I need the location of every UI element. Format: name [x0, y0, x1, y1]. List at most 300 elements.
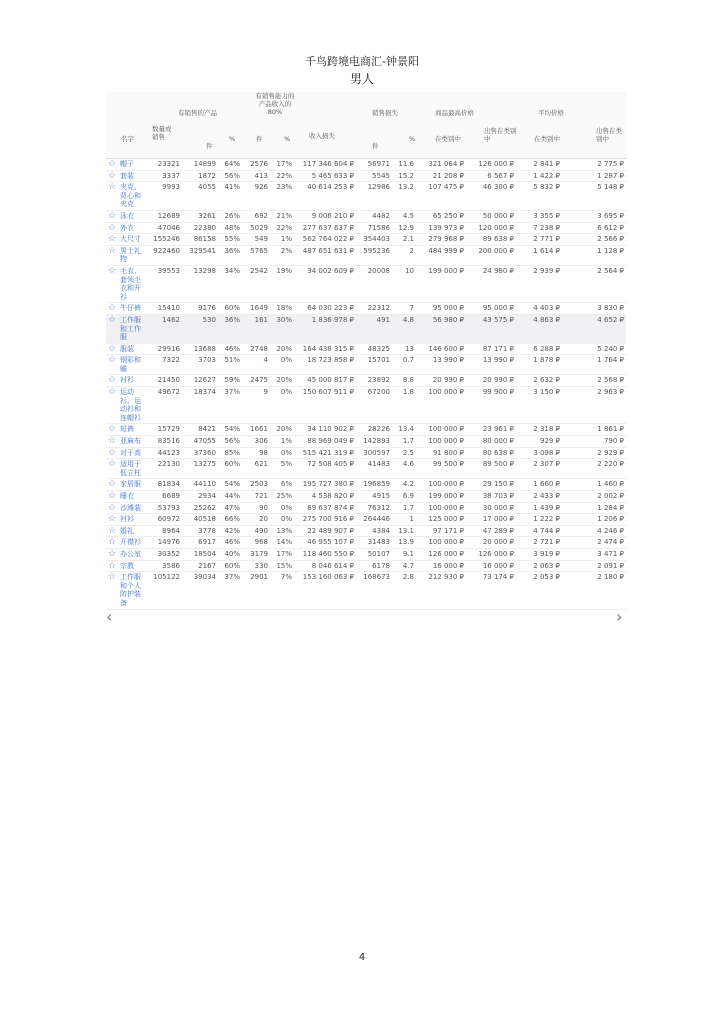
star-icon[interactable]: ☆: [106, 245, 118, 265]
table-row[interactable]: [106, 314, 626, 343]
table-cell: 150 607 911 ₽: [294, 387, 356, 424]
star-icon[interactable]: ☆: [108, 537, 117, 548]
star-icon[interactable]: ☆: [108, 170, 117, 181]
star-icon[interactable]: ☆: [108, 343, 117, 354]
table-cell: 0%: [270, 387, 294, 424]
table-cell: 46%: [218, 343, 242, 355]
table-row[interactable]: [106, 424, 626, 436]
category-name-link[interactable]: 大尺寸: [118, 234, 146, 246]
table-cell: 12.9: [392, 222, 416, 234]
table-cell: 330: [242, 560, 270, 572]
star-icon[interactable]: ☆: [106, 355, 118, 375]
table-cell: 20%: [270, 375, 294, 387]
table-cell: 3 355 ₽: [516, 210, 562, 222]
table-cell: 53793: [146, 502, 182, 514]
star-icon[interactable]: ☆: [108, 548, 117, 559]
table-cell: 7: [392, 303, 416, 315]
table-cell: 2 474 ₽: [562, 537, 626, 549]
table-row[interactable]: [106, 447, 626, 459]
column-header-avg-in-category[interactable]: 在类别中: [534, 135, 560, 143]
table-cell: 2 939 ₽: [516, 265, 562, 302]
table-cell: 80 000 ₽: [466, 436, 516, 448]
table-cell: 4 538 820 ₽: [294, 491, 356, 503]
table-cell: 6689: [146, 491, 182, 503]
category-name-link[interactable]: 男士礼物: [118, 245, 146, 265]
table-cell: 16 000 ₽: [416, 560, 466, 572]
category-name-link[interactable]: 工作服和个人防护装备: [118, 572, 146, 609]
category-name-link[interactable]: 办公室: [118, 548, 146, 560]
table-cell: 1872: [182, 170, 218, 182]
table-cell: 36%: [218, 245, 242, 265]
table-cell: 46 955 107 ₽: [294, 537, 356, 549]
star-icon[interactable]: ☆: [106, 387, 118, 424]
table-cell: 195 727 380 ₽: [294, 479, 356, 491]
column-header-pct1[interactable]: %: [229, 135, 236, 143]
table-row[interactable]: [106, 387, 626, 424]
table-cell: 18504: [182, 548, 218, 560]
table-cell: 14976: [146, 537, 182, 549]
table-cell: 1 206 ₽: [562, 514, 626, 526]
table-cell: 2 091 ₽: [562, 560, 626, 572]
table-cell: 90: [242, 502, 270, 514]
table-cell: 2748: [242, 343, 270, 355]
table-cell: 30%: [270, 314, 294, 343]
star-icon[interactable]: ☆: [108, 436, 117, 447]
table-cell: 530: [182, 314, 218, 343]
table-cell: 95 000 ₽: [416, 303, 466, 315]
table-cell: 8421: [182, 424, 218, 436]
table-cell: 12627: [182, 375, 218, 387]
table-cell: 2 053 ₽: [516, 572, 562, 609]
table-cell: 17%: [270, 548, 294, 560]
column-header-in-category[interactable]: 在类别中: [435, 135, 461, 143]
table-cell: 3 150 ₽: [516, 387, 562, 424]
table-row[interactable]: [106, 355, 626, 375]
table-cell: 2167: [182, 560, 218, 572]
table-cell: 8 046 614 ₽: [294, 560, 356, 572]
table-cell: 18%: [270, 303, 294, 315]
table-cell: 126 000 ₽: [466, 548, 516, 560]
table-cell: 5 832 ₽: [516, 182, 562, 211]
table-cell: 22%: [270, 170, 294, 182]
column-header-pct2[interactable]: %: [284, 135, 291, 143]
table-cell: 2: [392, 245, 416, 265]
table-cell: 595236: [356, 245, 392, 265]
table-cell: 300597: [356, 447, 392, 459]
table-cell: 3778: [182, 525, 218, 537]
category-name-link[interactable]: 开襟衫: [118, 537, 146, 549]
table-row[interactable]: [106, 234, 626, 246]
table-cell: 2 929 ₽: [562, 447, 626, 459]
table-cell: 692: [242, 210, 270, 222]
star-icon[interactable]: ☆: [108, 303, 117, 314]
table-cell: 4.7: [392, 560, 416, 572]
table-cell: 2576: [242, 159, 270, 170]
star-icon[interactable]: ☆: [108, 222, 117, 233]
table-cell: 48%: [218, 222, 242, 234]
category-name-link[interactable]: 家居服: [118, 479, 146, 491]
table-cell: 1 422 ₽: [516, 170, 562, 182]
category-name-link[interactable]: 泳衣: [118, 210, 146, 222]
table-row[interactable]: [106, 560, 626, 572]
star-icon[interactable]: ☆: [108, 560, 117, 571]
table-cell: 34%: [218, 265, 242, 302]
table-cell: 13 990 ₽: [466, 355, 516, 375]
table-cell: 56 980 ₽: [416, 314, 466, 343]
table-cell: 13%: [270, 525, 294, 537]
table-cell: 107 475 ₽: [416, 182, 466, 211]
table-cell: 5%: [270, 459, 294, 479]
table-cell: 22%: [270, 222, 294, 234]
category-name-link[interactable]: 对于高: [118, 447, 146, 459]
star-icon[interactable]: ☆: [108, 234, 117, 245]
category-name-link[interactable]: 短裤: [118, 424, 146, 436]
table-cell: 2 307 ₽: [516, 459, 562, 479]
table-row[interactable]: [106, 170, 626, 182]
table-row[interactable]: [106, 182, 626, 211]
table-cell: 2 963 ₽: [562, 387, 626, 424]
star-icon[interactable]: ☆: [108, 514, 117, 525]
table-cell: 117 346 604 ₽: [294, 159, 356, 170]
table-row[interactable]: [106, 210, 626, 222]
star-icon[interactable]: ☆: [106, 459, 118, 479]
table-cell: 37%: [218, 572, 242, 609]
table-cell: 0%: [270, 514, 294, 526]
table-cell: 34 002 609 ₽: [294, 265, 356, 302]
table-cell: 98: [242, 447, 270, 459]
star-icon[interactable]: ☆: [108, 447, 117, 458]
category-name-link[interactable]: 衬衫: [118, 375, 146, 387]
category-name-link[interactable]: 毛衣、套领毛衣和开衫: [118, 265, 146, 302]
table-cell: 64 030 223 ₽: [294, 303, 356, 315]
table-cell: 125 000 ₽: [416, 514, 466, 526]
table-cell: 1 128 ₽: [562, 245, 626, 265]
table-cell: 155246: [146, 234, 182, 246]
table-cell: 15701: [356, 355, 392, 375]
table-cell: 40 614 253 ₽: [294, 182, 356, 211]
table-cell: 39034: [182, 572, 218, 609]
table-cell: 4 403 ₽: [516, 303, 562, 315]
table-cell: 4.8: [392, 314, 416, 343]
table-cell: 47%: [218, 502, 242, 514]
table-cell: 721: [242, 491, 270, 503]
header-group-avg-price: 平均价格: [538, 109, 564, 117]
table-cell: 20 990 ₽: [416, 375, 466, 387]
table-cell: 6178: [356, 560, 392, 572]
column-header-sold-in-category[interactable]: 出售在类别中: [484, 127, 517, 143]
table-cell: 37360: [182, 447, 218, 459]
table-cell: 926: [242, 182, 270, 211]
table-cell: 1462: [146, 314, 182, 343]
table-cell: 2 775 ₽: [562, 159, 626, 170]
table-cell: 13.2: [392, 182, 416, 211]
table-cell: 6 288 ₽: [516, 343, 562, 355]
table-cell: 100 000 ₽: [416, 436, 466, 448]
category-name-link[interactable]: 亚麻布: [118, 436, 146, 448]
table-cell: 100 000 ₽: [416, 387, 466, 424]
column-header-count2[interactable]: 件: [256, 135, 263, 143]
table-cell: 22 489 907 ₽: [294, 525, 356, 537]
table-cell: 9.1: [392, 548, 416, 560]
table-cell: 56971: [356, 159, 392, 170]
table-cell: 13275: [182, 459, 218, 479]
table-cell: 4: [242, 355, 270, 375]
table-cell: 12689: [146, 210, 182, 222]
star-icon[interactable]: ☆: [108, 479, 117, 490]
table-cell: 7%: [270, 572, 294, 609]
category-name-link[interactable]: 外衣: [118, 222, 146, 234]
table-cell: 13.1: [392, 525, 416, 537]
column-header-sales-count[interactable]: 数量或销售: [152, 125, 172, 141]
category-name-link[interactable]: 宗教: [118, 560, 146, 572]
column-header-count3[interactable]: 件: [372, 142, 379, 150]
table-cell: 6%: [270, 479, 294, 491]
category-name-link[interactable]: 套装: [118, 170, 146, 182]
table-cell: 487 651 631 ₽: [294, 245, 356, 265]
table-cell: 4 863 ₽: [516, 314, 562, 343]
table-cell: 199 000 ₽: [416, 491, 466, 503]
table-cell: 142893: [356, 436, 392, 448]
table-cell: 34 110 902 ₽: [294, 424, 356, 436]
star-icon[interactable]: ☆: [106, 572, 118, 609]
table-cell: 66%: [218, 514, 242, 526]
category-name-link[interactable]: 睡衣: [118, 491, 146, 503]
table-cell: 56%: [218, 436, 242, 448]
table-row[interactable]: [106, 491, 626, 503]
document-title: 千鸟跨境电商汇-钟景阳: [305, 55, 419, 68]
table-cell: 5545: [356, 170, 392, 182]
table-row[interactable]: [106, 343, 626, 355]
table-cell: 19%: [270, 265, 294, 302]
table-cell: 97 171 ₽: [416, 525, 466, 537]
table-cell: 3 695 ₽: [562, 210, 626, 222]
table-cell: 306: [242, 436, 270, 448]
table-cell: 279 968 ₽: [416, 234, 466, 246]
table-row[interactable]: [106, 479, 626, 491]
table-cell: 413: [242, 170, 270, 182]
table-cell: 55%: [218, 234, 242, 246]
table-cell: 5 148 ₽: [562, 182, 626, 211]
table-row[interactable]: [106, 375, 626, 387]
table-row[interactable]: [106, 502, 626, 514]
table-cell: 54%: [218, 479, 242, 491]
table-cell: 8.8: [392, 375, 416, 387]
table-cell: 13 990 ₽: [416, 355, 466, 375]
table-cell: 168673: [356, 572, 392, 609]
table-cell: 2934: [182, 491, 218, 503]
data-table: [106, 159, 626, 610]
table-cell: 25262: [182, 502, 218, 514]
table-cell: 264446: [356, 514, 392, 526]
table-row[interactable]: [106, 537, 626, 549]
table-row[interactable]: [106, 245, 626, 265]
table-cell: 4055: [182, 182, 218, 211]
table-cell: 99 500 ₽: [416, 459, 466, 479]
table-cell: 5 465 633 ₽: [294, 170, 356, 182]
table-cell: 1649: [242, 303, 270, 315]
table-cell: 21 208 ₽: [416, 170, 466, 182]
table-cell: 85%: [218, 447, 242, 459]
table-cell: 1 660 ₽: [516, 479, 562, 491]
category-name-link[interactable]: 沙滩装: [118, 502, 146, 514]
table-cell: 49672: [146, 387, 182, 424]
table-cell: 212 930 ₽: [416, 572, 466, 609]
table-cell: 10: [392, 265, 416, 302]
category-name-link[interactable]: 帽子: [118, 159, 146, 170]
table-row[interactable]: [106, 222, 626, 234]
table-header: [106, 92, 626, 159]
table-cell: 48325: [356, 343, 392, 355]
header-group-max-price: 商品最高价格: [435, 109, 474, 117]
table-cell: 1 439 ₽: [516, 502, 562, 514]
category-name-link[interactable]: 夹克、背心和夹克: [118, 182, 146, 211]
table-cell: 37%: [218, 387, 242, 424]
table-row[interactable]: [106, 436, 626, 448]
table-cell: 87 171 ₽: [466, 343, 516, 355]
table-cell: 1 614 ₽: [516, 245, 562, 265]
table-cell: 60%: [218, 459, 242, 479]
table-cell: 1 460 ₽: [562, 479, 626, 491]
star-icon[interactable]: ☆: [108, 375, 117, 386]
category-name-link[interactable]: 婚礼: [118, 525, 146, 537]
star-icon[interactable]: ☆: [106, 314, 118, 343]
section-title: 男人: [349, 72, 374, 86]
category-name-link[interactable]: 牛仔裤: [118, 303, 146, 315]
category-name-link[interactable]: 工作服和工作服: [118, 314, 146, 343]
column-header-name[interactable]: 名字: [121, 135, 134, 143]
table-cell: 5 240 ₽: [562, 343, 626, 355]
page-number: 4: [358, 952, 366, 963]
table-cell: 6 567 ₽: [466, 170, 516, 182]
table-cell: 2 220 ₽: [562, 459, 626, 479]
column-header-revenue[interactable]: 收入损失: [309, 132, 335, 140]
category-name-link[interactable]: 运动衫、运动衫和连帽衫: [118, 387, 146, 424]
table-cell: 2901: [242, 572, 270, 609]
table-cell: 2 632 ₽: [516, 375, 562, 387]
table-cell: 20008: [356, 265, 392, 302]
table-cell: 60%: [218, 303, 242, 315]
table-cell: 5765: [242, 245, 270, 265]
table-cell: 2 771 ₽: [516, 234, 562, 246]
table-cell: 100 000 ₽: [416, 479, 466, 491]
table-cell: 3261: [182, 210, 218, 222]
table-cell: 105122: [146, 572, 182, 609]
star-icon[interactable]: ☆: [108, 424, 117, 435]
star-icon[interactable]: ☆: [106, 182, 118, 211]
table-cell: 4 246 ₽: [562, 525, 626, 537]
table-cell: 11.6: [392, 159, 416, 170]
table-cell: 26%: [218, 210, 242, 222]
table-cell: 161: [242, 314, 270, 343]
table-cell: 9176: [182, 303, 218, 315]
star-icon[interactable]: ☆: [108, 525, 117, 536]
star-icon[interactable]: ☆: [108, 491, 117, 501]
table-cell: 89 638 ₽: [466, 234, 516, 246]
column-header-avg-sold-in-category[interactable]: 出售在类别中: [596, 127, 622, 143]
table-cell: 2 002 ₽: [562, 491, 626, 503]
category-name-link[interactable]: 钢彩和蟾: [118, 355, 146, 375]
table-cell: 99 900 ₽: [466, 387, 516, 424]
table-row[interactable]: [106, 525, 626, 537]
table-cell: 2475: [242, 375, 270, 387]
table-cell: 8964: [146, 525, 182, 537]
table-cell: 46%: [218, 537, 242, 549]
table-cell: 86158: [182, 234, 218, 246]
table-row[interactable]: [106, 514, 626, 526]
table-cell: 2 433 ₽: [516, 491, 562, 503]
table-cell: 23321: [146, 159, 182, 170]
table-cell: 2 180 ₽: [562, 572, 626, 609]
header-group-products-sold: 有销售的产品: [178, 109, 217, 117]
table-cell: 196859: [356, 479, 392, 491]
table-cell: 20%: [270, 343, 294, 355]
category-name-link[interactable]: 衬衫: [118, 514, 146, 526]
table-cell: 28226: [356, 424, 392, 436]
table-cell: 44110: [182, 479, 218, 491]
category-name-link[interactable]: 适用于低立柱: [118, 459, 146, 479]
table-cell: 13.9: [392, 537, 416, 549]
star-icon[interactable]: ☆: [108, 502, 117, 513]
table-cell: 45 000 817 ₽: [294, 375, 356, 387]
table-cell: 9: [242, 387, 270, 424]
category-name-link[interactable]: 服装: [118, 343, 146, 355]
star-icon[interactable]: ☆: [108, 210, 117, 221]
table-cell: 12986: [356, 182, 392, 211]
table-row[interactable]: [106, 159, 626, 170]
table-cell: 6.9: [392, 491, 416, 503]
table-cell: 1 287 ₽: [562, 170, 626, 182]
table-cell: 3179: [242, 548, 270, 560]
table-cell: 4915: [356, 491, 392, 503]
column-header-pct3[interactable]: %: [409, 135, 416, 143]
table-row[interactable]: [106, 303, 626, 315]
column-header-count[interactable]: 件: [206, 142, 213, 150]
prev-page-arrow-icon[interactable]: ‹: [106, 607, 113, 626]
table-cell: 18374: [182, 387, 218, 424]
table-cell: 95 000 ₽: [466, 303, 516, 315]
table-cell: 14899: [182, 159, 218, 170]
table-row[interactable]: [106, 572, 626, 609]
table-cell: 1 878 ₽: [516, 355, 562, 375]
table-cell: 47 289 ₽: [466, 525, 516, 537]
table-cell: 2.1: [392, 234, 416, 246]
star-icon[interactable]: ☆: [108, 159, 117, 169]
table-cell: 1 764 ₽: [562, 355, 626, 375]
table-row[interactable]: [106, 265, 626, 302]
table-row[interactable]: [106, 548, 626, 560]
table-cell: 76312: [356, 502, 392, 514]
table-cell: 39553: [146, 265, 182, 302]
table-cell: 51%: [218, 355, 242, 375]
table-cell: 22312: [356, 303, 392, 315]
table-cell: 88 969 049 ₽: [294, 436, 356, 448]
star-icon[interactable]: ☆: [106, 265, 118, 302]
table-cell: 1 222 ₽: [516, 514, 562, 526]
table-cell: 41%: [218, 182, 242, 211]
table-cell: 1%: [270, 436, 294, 448]
next-page-arrow-icon[interactable]: ›: [616, 607, 623, 626]
table-cell: 2503: [242, 479, 270, 491]
table-cell: 21450: [146, 375, 182, 387]
table-cell: 7 238 ₽: [516, 222, 562, 234]
table-cell: 354403: [356, 234, 392, 246]
table-row[interactable]: [106, 459, 626, 479]
table-cell: 118 460 550 ₽: [294, 548, 356, 560]
table-cell: 65 250 ₽: [416, 210, 466, 222]
table-cell: 2 568 ₽: [562, 375, 626, 387]
table-cell: 9993: [146, 182, 182, 211]
table-cell: 73 174 ₽: [466, 572, 516, 609]
